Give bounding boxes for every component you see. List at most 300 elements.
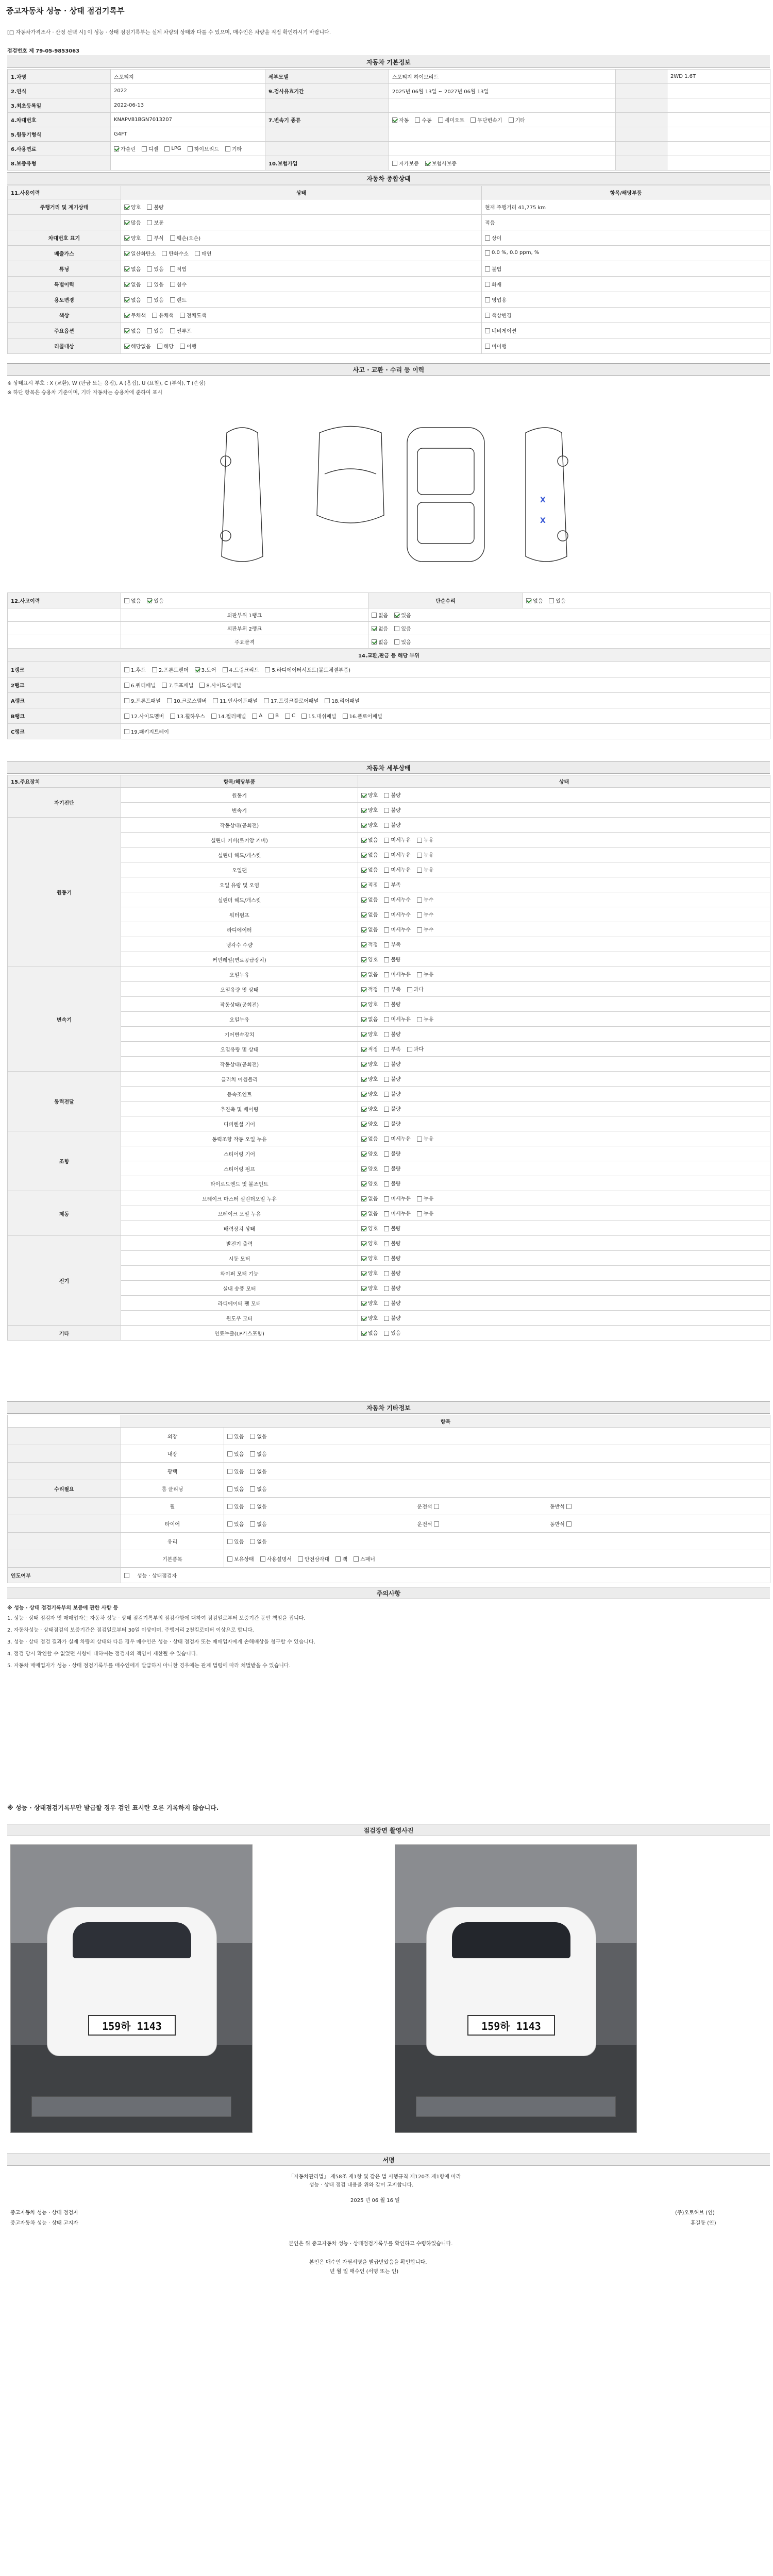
checkbox-label: 누유 xyxy=(423,868,434,874)
checkbox[interactable] xyxy=(384,987,389,992)
detail-row xyxy=(8,1161,770,1176)
checkbox[interactable] xyxy=(384,838,389,843)
checkbox[interactable] xyxy=(361,1226,366,1231)
detail-row xyxy=(8,937,770,952)
checkbox[interactable] xyxy=(361,1241,366,1246)
checkbox[interactable] xyxy=(361,1017,366,1022)
checkbox-label: 양호 xyxy=(368,1107,378,1113)
basic-label-2: 10.보험가입 xyxy=(265,156,389,171)
checkbox-label: LPG xyxy=(171,145,181,151)
notes-bottom: ※ 성능 · 상태점검기록부만 발급할 경우 검인 표시란 오른 기록하지 않습니다. xyxy=(7,1804,219,1811)
detail-item: 실린더 커버(로커암 커버) xyxy=(121,833,358,848)
overall-state xyxy=(121,292,482,308)
checkbox[interactable] xyxy=(417,927,422,933)
checkbox[interactable] xyxy=(361,883,366,888)
checkbox[interactable] xyxy=(227,1556,232,1562)
checkbox[interactable] xyxy=(384,912,389,918)
accident-history-label: 12.사고이력 xyxy=(8,593,121,608)
detail-item: 커먼레일(연료공급장치) xyxy=(121,952,358,967)
checkbox[interactable] xyxy=(361,1002,366,1007)
checkbox-label: 스패너 xyxy=(360,1556,375,1563)
detail-row xyxy=(8,803,770,818)
checkbox[interactable] xyxy=(361,1301,366,1306)
buyer-text: 본인은 매수인 자필서명을 발급받았음을 확인합니다. xyxy=(309,2260,427,2265)
checkbox[interactable] xyxy=(384,1092,389,1097)
checkbox[interactable] xyxy=(384,1166,389,1172)
checkbox-label: 적정 xyxy=(368,1047,378,1053)
checkbox[interactable] xyxy=(384,897,389,903)
checkbox[interactable] xyxy=(152,313,157,318)
checkbox[interactable] xyxy=(384,972,389,977)
checkbox[interactable] xyxy=(361,838,366,843)
checkbox[interactable] xyxy=(227,1504,232,1509)
checkbox[interactable] xyxy=(361,1151,366,1157)
checkbox-label: 무채색 xyxy=(131,313,146,319)
checkbox-label: 양호 xyxy=(368,823,378,829)
checkbox[interactable] xyxy=(361,1286,366,1291)
checkbox[interactable] xyxy=(195,667,200,672)
checkbox-label: 있음 xyxy=(234,1539,244,1545)
checkbox[interactable] xyxy=(384,1226,389,1231)
checkbox-label: 없음 xyxy=(131,598,141,604)
checkbox-label: 가솔린 xyxy=(121,146,136,152)
checkbox[interactable] xyxy=(417,972,422,977)
checkbox[interactable] xyxy=(361,1181,366,1187)
checkbox-label: 있음 xyxy=(234,1469,244,1475)
checkbox-label: 양호 xyxy=(368,1062,378,1068)
detail-group: 전기 xyxy=(8,1236,121,1326)
checkbox[interactable] xyxy=(384,1286,389,1291)
checkbox[interactable] xyxy=(485,266,490,272)
checkbox[interactable] xyxy=(394,639,399,645)
checkbox[interactable] xyxy=(250,1469,255,1474)
checkbox[interactable] xyxy=(250,1539,255,1544)
checkbox-label: 불량 xyxy=(391,1107,401,1113)
checkbox[interactable] xyxy=(124,251,129,256)
checkbox[interactable] xyxy=(417,868,422,873)
checkbox-label: 누수 xyxy=(423,897,434,904)
detail-row xyxy=(8,952,770,967)
checkbox-label: 양호 xyxy=(368,793,378,799)
checkbox-label: 불량 xyxy=(391,1002,401,1008)
checkbox[interactable] xyxy=(417,853,422,858)
checkbox[interactable] xyxy=(124,729,129,734)
checkbox[interactable] xyxy=(361,1092,366,1097)
checkbox[interactable] xyxy=(361,1077,366,1082)
checkbox[interactable] xyxy=(195,251,200,256)
checkbox[interactable] xyxy=(250,1434,255,1439)
checkbox[interactable] xyxy=(227,1486,232,1492)
checkbox[interactable] xyxy=(425,161,430,166)
checkbox[interactable] xyxy=(250,1504,255,1509)
basic-row xyxy=(8,127,770,142)
checkbox[interactable] xyxy=(361,912,366,918)
checkbox[interactable] xyxy=(170,282,175,287)
checkbox[interactable] xyxy=(361,868,366,873)
checkbox[interactable] xyxy=(384,1331,389,1336)
checkbox[interactable] xyxy=(170,714,175,719)
checkbox[interactable] xyxy=(335,1556,341,1562)
checkbox[interactable] xyxy=(384,1181,389,1187)
checkbox[interactable] xyxy=(152,667,157,672)
checkbox[interactable] xyxy=(147,235,152,241)
checkbox[interactable] xyxy=(361,1122,366,1127)
checkbox[interactable] xyxy=(372,626,377,631)
basic-row xyxy=(8,113,770,127)
section-accident-history: 사고 · 교환 · 수리 등 이력 xyxy=(7,363,770,376)
checkbox[interactable] xyxy=(260,1556,265,1562)
checkbox[interactable] xyxy=(384,868,389,873)
detail-group: 동력전달 xyxy=(8,1072,121,1131)
checkbox[interactable] xyxy=(384,927,389,933)
checkbox[interactable] xyxy=(142,146,147,151)
checkbox[interactable] xyxy=(361,1196,366,1201)
checkbox[interactable] xyxy=(470,117,476,123)
checkbox[interactable] xyxy=(549,598,554,603)
overall-label: 특별이력 xyxy=(8,277,121,292)
checkbox[interactable] xyxy=(162,251,167,256)
checkbox-label: 불량 xyxy=(391,823,401,829)
checkbox[interactable] xyxy=(361,1211,366,1216)
checkbox[interactable] xyxy=(392,161,397,166)
checkbox-label: 없음 xyxy=(257,1469,267,1475)
checkbox[interactable] xyxy=(180,344,185,349)
checkbox[interactable] xyxy=(124,266,129,272)
checkbox[interactable] xyxy=(250,1486,255,1492)
checkbox[interactable] xyxy=(415,117,420,123)
checkbox[interactable] xyxy=(361,1256,366,1261)
checkbox[interactable] xyxy=(384,1107,389,1112)
basic-row xyxy=(8,84,770,98)
detail-item: 와이퍼 모터 기능 xyxy=(121,1266,358,1281)
checkbox[interactable] xyxy=(361,1062,366,1067)
detail-item: 워터펌프 xyxy=(121,907,358,922)
checkbox[interactable] xyxy=(361,972,366,977)
checkbox[interactable] xyxy=(361,1331,366,1336)
checkbox-label: 불량 xyxy=(391,1166,401,1173)
checkbox[interactable] xyxy=(170,235,175,241)
checkbox-label: 미세누유 xyxy=(391,1196,411,1202)
checkbox[interactable] xyxy=(147,205,152,210)
checkbox[interactable] xyxy=(566,1504,572,1509)
checkbox[interactable] xyxy=(361,1137,366,1142)
checkbox[interactable] xyxy=(485,297,490,302)
checkbox-label: 없음 xyxy=(257,1504,267,1510)
checkbox[interactable] xyxy=(252,714,257,719)
checkbox-label: 없음 xyxy=(368,853,378,859)
checkbox[interactable] xyxy=(285,714,290,719)
rank-label: 주요골격 xyxy=(121,635,368,649)
checkbox[interactable] xyxy=(250,1451,255,1456)
checkbox[interactable] xyxy=(361,853,366,858)
checkbox[interactable] xyxy=(361,987,366,992)
other-item: 내장 xyxy=(121,1445,224,1463)
checkbox[interactable] xyxy=(384,853,389,858)
basic-label: 8.보증유형 xyxy=(8,156,111,171)
checkbox[interactable] xyxy=(124,714,129,719)
checkbox-label: 불량 xyxy=(391,793,401,799)
checkbox-label: 양호 xyxy=(368,1151,378,1158)
checkbox[interactable] xyxy=(147,297,152,302)
checkbox-label: 없음 xyxy=(368,912,378,919)
overall-row xyxy=(8,261,770,277)
checkbox[interactable] xyxy=(124,683,129,688)
checkbox[interactable] xyxy=(361,1271,366,1276)
checkbox[interactable] xyxy=(372,613,377,618)
checkbox[interactable] xyxy=(384,1002,389,1007)
checkbox-label: 렌트 xyxy=(176,297,187,303)
checkbox[interactable] xyxy=(223,667,228,672)
checkbox-label: 있음 xyxy=(154,328,164,334)
basic-value xyxy=(111,142,265,156)
checkbox[interactable] xyxy=(157,344,162,349)
checkbox[interactable] xyxy=(384,942,389,947)
other-item: 외장 xyxy=(121,1428,224,1445)
checkbox-label: 있음 xyxy=(401,639,411,646)
detail-row xyxy=(8,1042,770,1057)
detail-row xyxy=(8,1251,770,1266)
overall-state xyxy=(121,308,482,323)
detail-row xyxy=(8,833,770,848)
checkbox[interactable] xyxy=(407,987,412,992)
checkbox[interactable] xyxy=(384,793,389,798)
detail-row xyxy=(8,1072,770,1087)
overall-label: 주요옵션 xyxy=(8,323,121,338)
checkbox[interactable] xyxy=(124,344,129,349)
checkbox-label: 없음 xyxy=(368,868,378,874)
checkbox[interactable] xyxy=(361,1032,366,1037)
checkbox[interactable] xyxy=(384,1301,389,1306)
overall-label: 색상 xyxy=(8,308,121,323)
checkbox[interactable] xyxy=(384,1032,389,1037)
checkbox[interactable] xyxy=(124,1573,129,1578)
checkbox[interactable] xyxy=(384,1271,389,1276)
detail-row xyxy=(8,1191,770,1206)
checkbox[interactable] xyxy=(384,1151,389,1157)
checkbox[interactable] xyxy=(361,1107,366,1112)
checkbox[interactable] xyxy=(485,313,490,318)
checkbox[interactable] xyxy=(250,1521,255,1527)
checkbox[interactable] xyxy=(265,667,270,672)
checkbox[interactable] xyxy=(384,1062,389,1067)
checkbox[interactable] xyxy=(485,235,490,241)
checkbox[interactable] xyxy=(526,598,531,603)
checkbox[interactable] xyxy=(417,1211,422,1216)
checkbox[interactable] xyxy=(213,698,218,703)
checkbox[interactable] xyxy=(372,639,377,645)
checkbox[interactable] xyxy=(124,220,129,225)
checkbox[interactable] xyxy=(392,117,397,123)
rank-label: 외판부위 1랭크 xyxy=(121,608,368,622)
checkbox-label: 영업용 xyxy=(492,297,507,303)
checkbox[interactable] xyxy=(301,714,307,719)
checkbox[interactable] xyxy=(170,297,175,302)
detail-item: 스티어링 펌프 xyxy=(121,1161,358,1176)
checkbox[interactable] xyxy=(361,957,366,962)
checkbox[interactable] xyxy=(361,1316,366,1321)
exchange-group: A랭크 xyxy=(8,693,121,708)
checkbox[interactable] xyxy=(298,1556,303,1562)
checkbox-label: 적법 xyxy=(176,266,187,273)
checkbox[interactable] xyxy=(361,897,366,903)
detail-item: 냉각수 수량 xyxy=(121,937,358,952)
checkbox[interactable] xyxy=(417,838,422,843)
note-item: 3. 성능 · 상태 점검 결과가 실제 차량의 상태와 다른 경우 매수인은 성능 · 상태 점검자 또는 매매업자에게 손해배상을 청구할 수 있습니다. xyxy=(7,1639,315,1645)
checkbox[interactable] xyxy=(124,667,129,672)
checkbox-label: 수동 xyxy=(422,117,432,124)
checkbox[interactable] xyxy=(188,146,193,151)
checkbox-label: 양호 xyxy=(368,1316,378,1322)
checkbox[interactable] xyxy=(170,328,175,333)
checkbox[interactable] xyxy=(325,698,330,703)
checkbox[interactable] xyxy=(384,1196,389,1201)
checkbox[interactable] xyxy=(180,313,185,318)
checkbox[interactable] xyxy=(264,698,269,703)
detail-item: 디퍼렌셜 기어 xyxy=(121,1116,358,1131)
checkbox[interactable] xyxy=(509,117,514,123)
checkbox[interactable] xyxy=(361,1166,366,1172)
checkbox[interactable] xyxy=(485,344,490,349)
checkbox[interactable] xyxy=(384,808,389,813)
checkbox[interactable] xyxy=(417,897,422,903)
checkbox[interactable] xyxy=(384,1137,389,1142)
overall-part xyxy=(482,246,770,261)
checkbox[interactable] xyxy=(384,1047,389,1052)
license-plate: 159하 1143 xyxy=(88,2015,176,2036)
checkbox[interactable] xyxy=(417,1017,422,1022)
checkbox-label: 누유 xyxy=(423,972,434,978)
detail-row xyxy=(8,1101,770,1116)
checkbox[interactable] xyxy=(170,266,175,272)
overall-row xyxy=(8,292,770,308)
detail-item: 작동상태(공회전) xyxy=(121,1057,358,1072)
checkbox[interactable] xyxy=(394,626,399,631)
checkbox[interactable] xyxy=(434,1504,439,1509)
checkbox[interactable] xyxy=(417,912,422,918)
checkbox[interactable] xyxy=(147,328,152,333)
checkbox[interactable] xyxy=(114,146,119,151)
checkbox[interactable] xyxy=(485,282,490,287)
checkbox-label: 없음 xyxy=(131,328,141,334)
checkbox[interactable] xyxy=(384,1256,389,1261)
checkbox[interactable] xyxy=(384,1211,389,1216)
checkbox[interactable] xyxy=(384,1241,389,1246)
checkbox[interactable] xyxy=(485,250,490,256)
checkbox[interactable] xyxy=(211,714,216,719)
checkbox[interactable] xyxy=(124,297,129,302)
checkbox[interactable] xyxy=(434,1521,439,1527)
checkbox[interactable] xyxy=(225,146,230,151)
overall-head-1: 11.사용이력 xyxy=(8,186,121,199)
detail-row xyxy=(8,1206,770,1221)
checkbox[interactable] xyxy=(124,698,129,703)
detail-item: 클러치 어셈블리 xyxy=(121,1072,358,1087)
checkbox[interactable] xyxy=(147,266,152,272)
checkbox[interactable] xyxy=(147,598,152,603)
checkbox[interactable] xyxy=(164,146,170,151)
checkbox[interactable] xyxy=(361,1047,366,1052)
checkbox[interactable] xyxy=(124,282,129,287)
owner-value: 성능 · 상태점검자 xyxy=(121,1568,770,1583)
checkbox[interactable] xyxy=(124,313,129,318)
basic-value-2: 2025년 06월 13일 ~ 2027년 06월 13일 xyxy=(389,84,616,98)
checkbox[interactable] xyxy=(227,1451,232,1456)
checkbox[interactable] xyxy=(361,808,366,813)
checkbox-label: 무단변속기 xyxy=(477,117,502,124)
checkbox[interactable] xyxy=(566,1521,572,1527)
checkbox[interactable] xyxy=(361,823,366,828)
overall-state xyxy=(121,261,482,277)
checkbox[interactable] xyxy=(417,1137,422,1142)
checkbox[interactable] xyxy=(361,927,366,933)
checkbox[interactable] xyxy=(384,1122,389,1127)
owner-label: 인도여부 xyxy=(8,1568,121,1583)
checkbox[interactable] xyxy=(124,328,129,333)
detail-item: 원동기 xyxy=(121,788,358,803)
checkbox-label: C xyxy=(292,713,296,719)
checkbox[interactable] xyxy=(384,883,389,888)
checkbox-label: 없음 xyxy=(378,639,389,646)
checkbox[interactable] xyxy=(227,1539,232,1544)
checkbox[interactable] xyxy=(354,1556,359,1562)
checkbox[interactable] xyxy=(485,328,490,333)
checkbox[interactable] xyxy=(417,1196,422,1201)
checkbox[interactable] xyxy=(384,823,389,828)
basic-label: 5.원동기형식 xyxy=(8,127,111,142)
checkbox[interactable] xyxy=(438,117,443,123)
checkbox-label: 세미오토 xyxy=(444,117,465,124)
overall-state xyxy=(121,277,482,292)
checkbox[interactable] xyxy=(384,1077,389,1082)
checkbox-label: 양호 xyxy=(368,1032,378,1038)
checkbox-label: 불량 xyxy=(391,1151,401,1158)
checkbox[interactable] xyxy=(124,205,129,210)
checkbox-label: 있음 xyxy=(234,1434,244,1440)
checkbox[interactable] xyxy=(124,235,129,241)
checkbox-label: 부족 xyxy=(391,987,401,993)
checkbox[interactable] xyxy=(227,1521,232,1527)
checkbox[interactable] xyxy=(384,1017,389,1022)
checkbox-label: 있음 xyxy=(556,598,566,604)
checkbox[interactable] xyxy=(124,598,129,603)
checkbox[interactable] xyxy=(268,714,274,719)
checkbox-label: 화재 xyxy=(492,282,502,288)
checkbox[interactable] xyxy=(394,613,399,618)
checkbox-label: 없음 xyxy=(368,838,378,844)
detail-row xyxy=(8,877,770,892)
basic-value-3: 2WD 1.6T xyxy=(667,70,770,84)
basic-label-2 xyxy=(265,142,389,156)
checkbox[interactable] xyxy=(343,714,348,719)
checkbox-label: 3.도어 xyxy=(201,667,216,673)
other-group xyxy=(8,1550,121,1568)
checkbox[interactable] xyxy=(199,683,205,688)
checkbox[interactable] xyxy=(361,793,366,798)
checkbox[interactable] xyxy=(227,1469,232,1474)
checkbox[interactable] xyxy=(227,1434,232,1439)
checkbox[interactable] xyxy=(167,698,172,703)
detail-item: 발전기 출력 xyxy=(121,1236,358,1251)
checkbox[interactable] xyxy=(384,1316,389,1321)
checkbox[interactable] xyxy=(147,282,152,287)
checkbox[interactable] xyxy=(361,942,366,947)
checkbox[interactable] xyxy=(407,1047,412,1052)
checkbox[interactable] xyxy=(384,957,389,962)
checkbox[interactable] xyxy=(147,220,152,225)
overall-state xyxy=(121,199,482,215)
checkbox-label: 기타 xyxy=(515,117,525,124)
checkbox[interactable] xyxy=(162,683,167,688)
